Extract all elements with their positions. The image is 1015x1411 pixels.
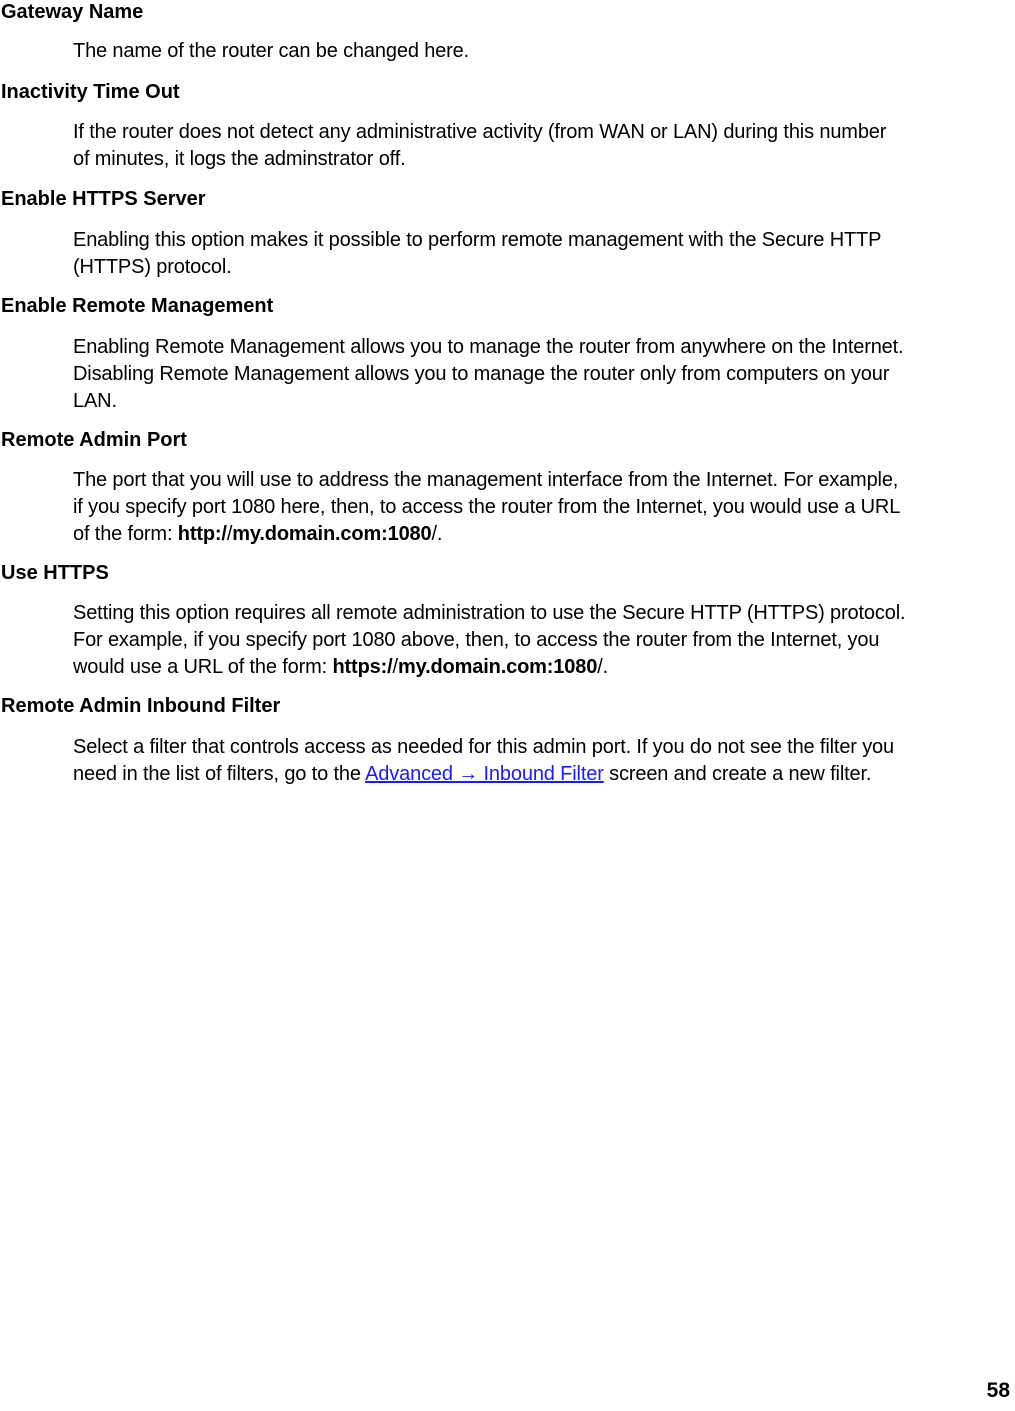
desc-gateway-name <box>73 38 1015 65</box>
desc-line: LAN. <box>73 390 117 412</box>
desc-line-with-url <box>73 654 1015 681</box>
term-gateway-name: Gateway Name <box>1 1 144 23</box>
link-prefix: need in the list of filters, go to the <box>73 763 366 785</box>
desc-line: Select a filter that controls access as needed for this admin port. If you do not see the filter you <box>73 736 895 758</box>
desc-line: Enabling Remote Management allows you to manage the router from anywhere on the Internet. <box>73 336 904 358</box>
desc-inactivity-time-out <box>73 119 1015 173</box>
desc-line: Enabling this option makes it possible to perform remote management with the Secure HTTP <box>73 229 882 251</box>
url-slash: / <box>226 523 233 545</box>
url-suffix: /. <box>431 523 443 545</box>
desc-use-https <box>73 600 1015 681</box>
url-suffix: /. <box>597 656 609 678</box>
desc-line: The name of the router can be changed here. <box>73 40 470 62</box>
url-host: my.domain.com:1080 <box>397 656 598 678</box>
desc-line: Disabling Remote Management allows you to manage the router only from computers on your <box>73 363 890 385</box>
url-slash: / <box>392 656 398 678</box>
term-remote-admin-inbound-filter: Remote Admin Inbound Filter <box>1 695 281 717</box>
url-prefix: would use a URL of the form: <box>73 656 333 678</box>
term-enable-https-server: Enable HTTPS Server <box>1 188 206 210</box>
desc-remote-admin-port <box>73 467 1015 548</box>
url-prefix: of the form: <box>73 523 178 545</box>
desc-line-with-link <box>73 761 1015 788</box>
term-remote-admin-port: Remote Admin Port <box>1 429 187 451</box>
desc-line: Setting this option requires all remote administration to use the Secure HTTP (HTTPS) protocol. <box>73 602 906 624</box>
link-suffix: screen and create a new filter. <box>603 763 872 785</box>
term-enable-remote-management: Enable Remote Management <box>1 295 274 317</box>
desc-enable-remote-management <box>73 334 1015 415</box>
term-inactivity-time-out: Inactivity Time Out <box>1 81 180 103</box>
url-scheme: http:/ <box>177 523 227 545</box>
page-number: 58 <box>986 1379 1010 1402</box>
desc-line: The port that you will use to address the management interface from the Internet. For example, <box>73 469 899 491</box>
url-scheme: https:/ <box>332 656 393 678</box>
desc-line: if you specify port 1080 here, then, to access the router from the Internet, you would use a URL <box>73 496 901 518</box>
url-host: my.domain.com:1080 <box>232 523 432 545</box>
desc-line-with-url <box>73 521 1015 548</box>
desc-remote-admin-inbound-filter <box>73 734 1015 788</box>
desc-line: If the router does not detect any administrative activity (from WAN or LAN) during this number <box>73 121 887 143</box>
advanced-inbound-filter-link[interactable]: Advanced → Inbound Filter <box>365 763 604 785</box>
term-use-https: Use HTTPS <box>1 562 109 584</box>
desc-line: For example, if you specify port 1080 above, then, to access the router from the Internet, you <box>73 629 880 651</box>
desc-enable-https-server <box>73 227 1015 281</box>
desc-line: of minutes, it logs the adminstrator off. <box>73 148 406 170</box>
desc-line: (HTTPS) protocol. <box>73 256 232 278</box>
